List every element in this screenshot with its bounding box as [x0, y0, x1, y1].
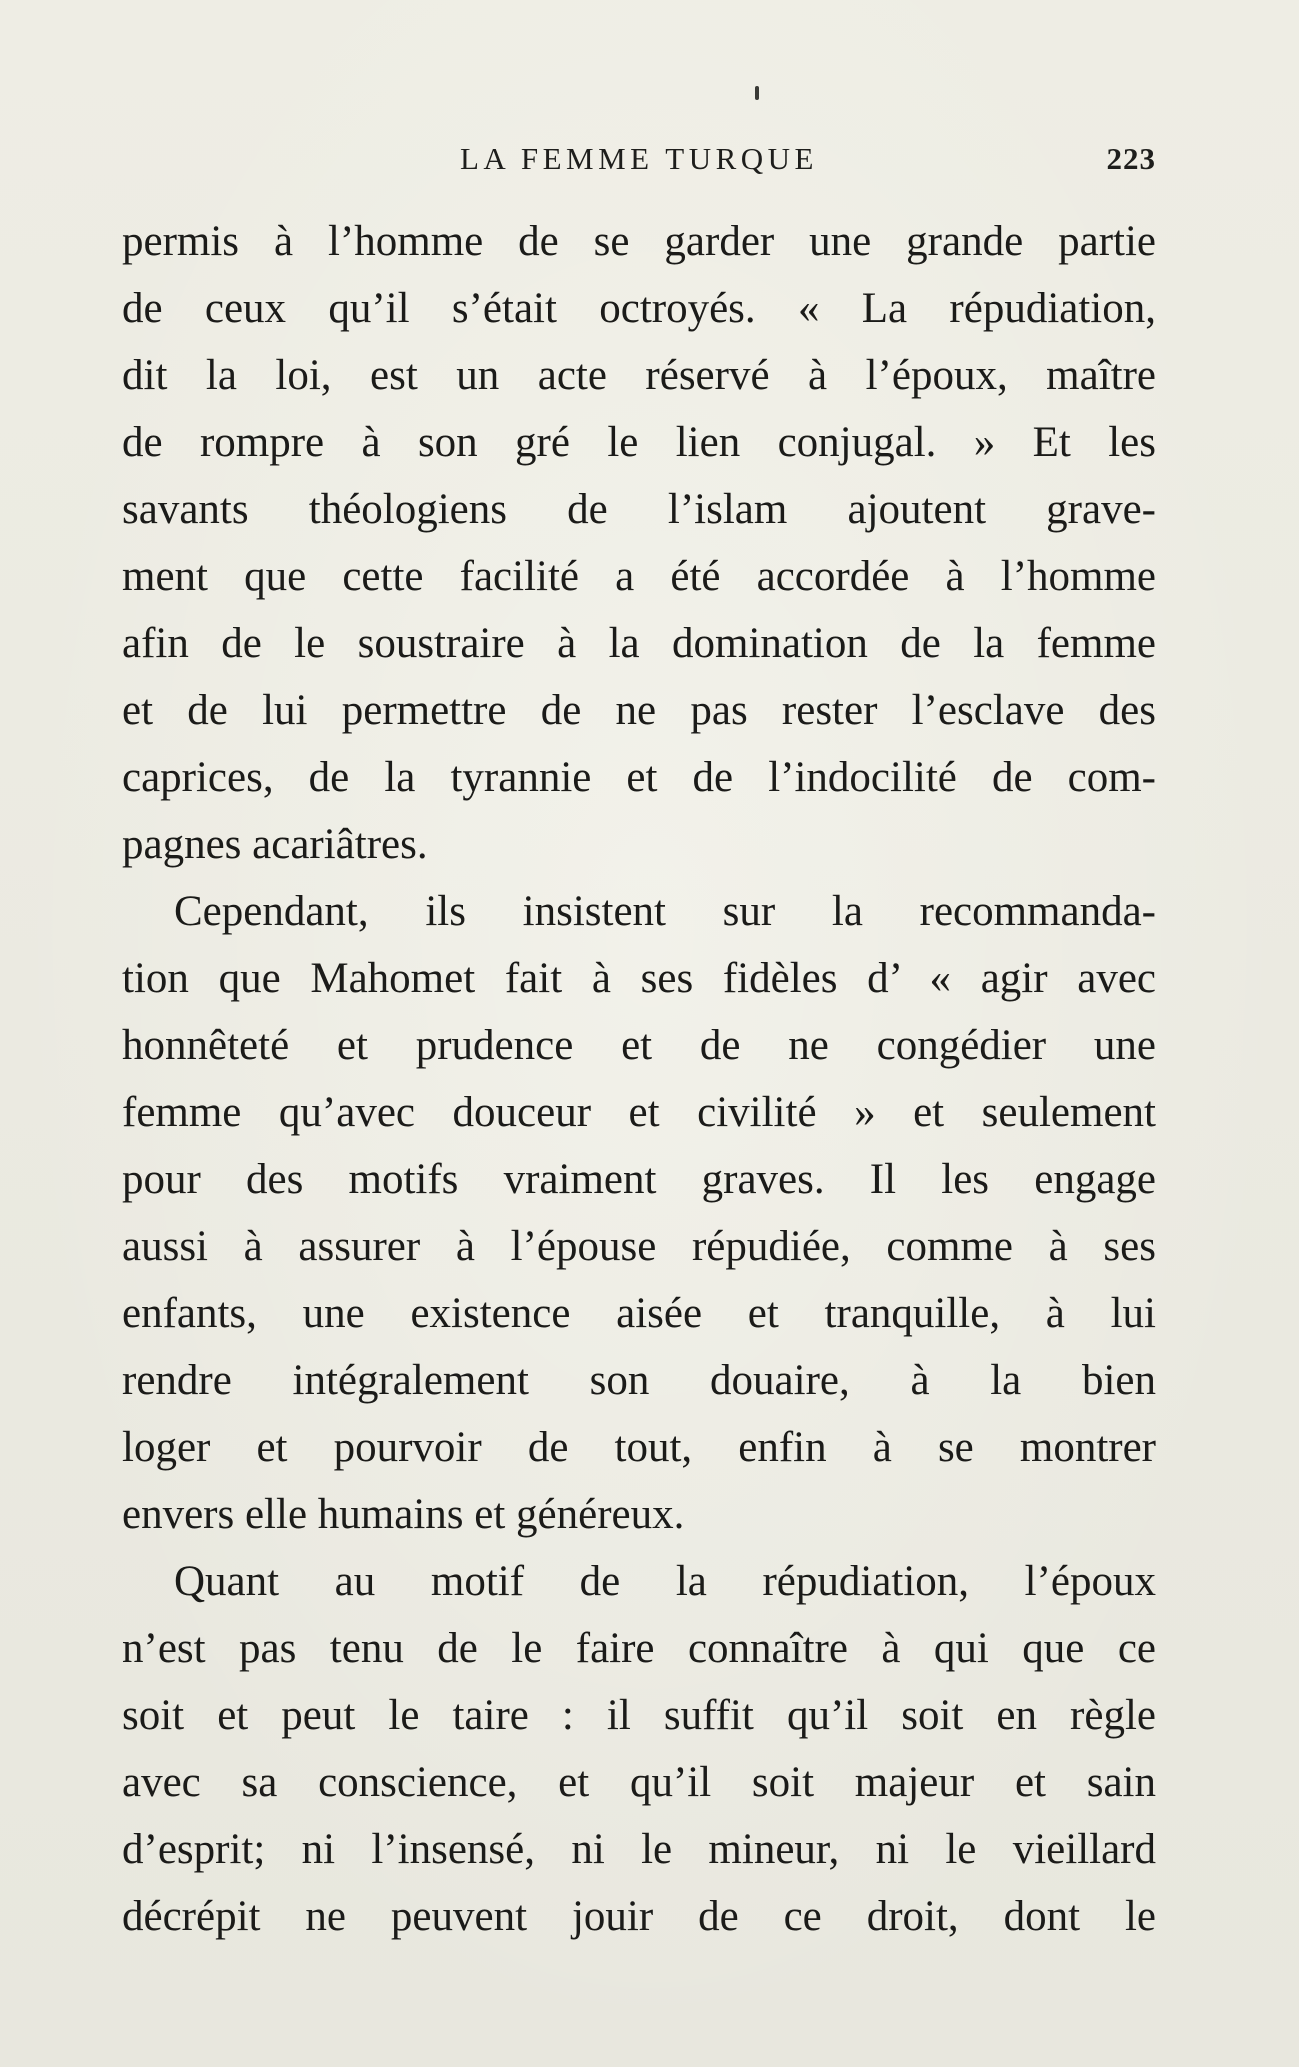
text-line: pagnes acariâtres.	[122, 821, 428, 868]
text-line: d’esprit; ni l’insensé, ni le mineur, ni le vieillard	[122, 1826, 1156, 1873]
text-line: enfants, une existence aisée et tranquille, à lui	[122, 1290, 1156, 1337]
text-line: savants théologiens de l’islam ajoutent grave-	[122, 486, 1156, 533]
text-line: pour des motifs vraiment graves. Il les engage	[122, 1156, 1156, 1203]
text-line: dit la loi, est un acte réservé à l’époux, maître	[122, 352, 1156, 399]
paragraph	[122, 880, 1156, 1550]
body-text	[122, 210, 1156, 1952]
text-line: de rompre à son gré le lien conjugal. » Et les	[122, 419, 1156, 466]
paragraph	[122, 210, 1156, 880]
text-line: Cependant, ils insistent sur la recommanda-	[174, 888, 1156, 935]
text-line: ment que cette facilité a été accordée à l’homme	[122, 553, 1156, 600]
text-line: envers elle humains et généreux.	[122, 1491, 685, 1538]
text-line: femme qu’avec douceur et civilité » et seulement	[122, 1089, 1156, 1136]
text-line: et de lui permettre de ne pas rester l’esclave des	[122, 687, 1156, 734]
text-line: de ceux qu’il s’était octroyés. « La répudiation,	[122, 285, 1156, 332]
text-line: permis à l’homme de se garder une grande partie	[122, 218, 1156, 265]
text-line: aussi à assurer à l’épouse répudiée, comme à ses	[122, 1223, 1156, 1270]
text-line: caprices, de la tyrannie et de l’indocilité de com-	[122, 754, 1156, 801]
text-line: tion que Mahomet fait à ses fidèles d’ « agir avec	[122, 955, 1156, 1002]
page-number: 223	[1106, 141, 1156, 176]
ink-mark	[755, 86, 759, 100]
text-line: rendre intégralement son douaire, à la bien	[122, 1357, 1156, 1404]
paragraph	[122, 1550, 1156, 1952]
running-head	[122, 136, 1156, 182]
text-line: honnêteté et prudence et de ne congédier une	[122, 1022, 1156, 1069]
text-line: avec sa conscience, et qu’il soit majeur et sain	[122, 1759, 1156, 1806]
text-line: soit et peut le taire : il suffit qu’il soit en règle	[122, 1692, 1156, 1739]
running-title: LA FEMME TURQUE	[459, 141, 818, 176]
text-line: décrépit ne peuvent jouir de ce droit, dont le	[122, 1893, 1156, 1940]
text-line: afin de le soustraire à la domination de la femme	[122, 620, 1156, 667]
text-line: n’est pas tenu de le faire connaître à qui que ce	[122, 1625, 1156, 1672]
text-line: loger et pourvoir de tout, enfin à se montrer	[122, 1424, 1156, 1471]
text-line: Quant au motif de la répudiation, l’époux	[174, 1558, 1156, 1605]
